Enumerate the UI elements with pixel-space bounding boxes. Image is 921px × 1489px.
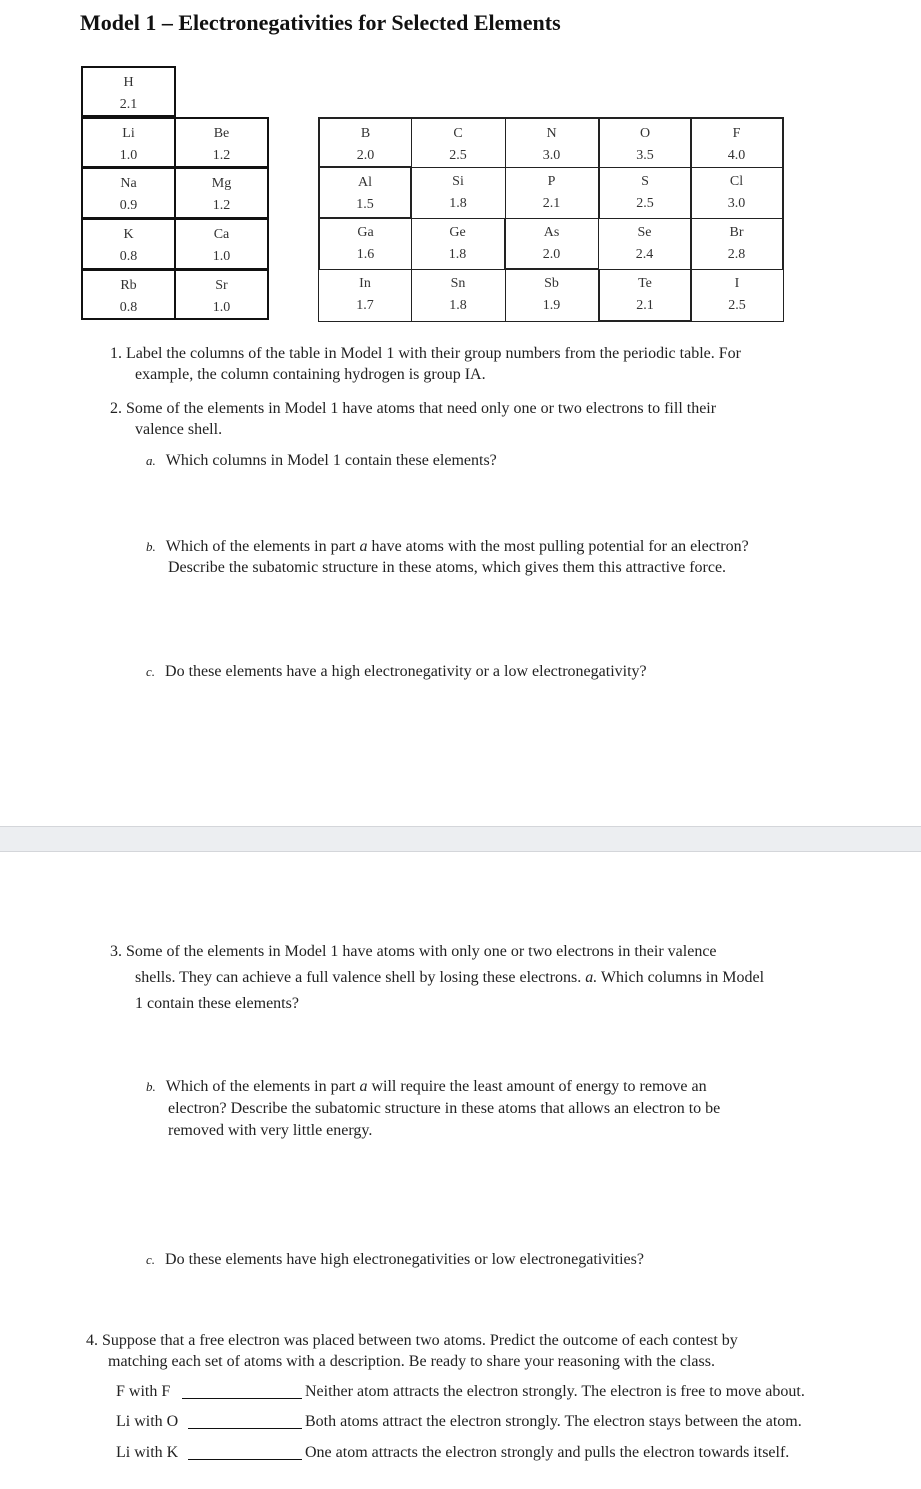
element-cell-al — [318, 167, 412, 219]
element-symbol: Ca — [213, 227, 230, 242]
element-cell-mg — [174, 167, 269, 219]
subquestion-italic: a — [359, 538, 368, 555]
element-symbol: Na — [120, 176, 137, 191]
electronegativity-value: 2.0 — [356, 148, 375, 163]
electronegativity-value: 0.8 — [119, 249, 138, 264]
question-text-line: shells. They can achieve a full valence shell by losing these electrons. — [135, 969, 586, 986]
subquestion-text: Which of the elements in part — [165, 1078, 360, 1095]
element-cell-be — [174, 117, 269, 168]
question-text-line: example, the column containing hydrogen is group IA. — [135, 366, 486, 383]
element-symbol: B — [360, 126, 371, 141]
question-text-line: Suppose that a free electron was placed between two atoms. Predict the outcome of each contest by — [102, 1332, 738, 1349]
element-symbol: P — [547, 174, 556, 189]
electronegativity-value: 2.1 — [119, 97, 138, 112]
electronegativity-value: 1.8 — [449, 298, 467, 313]
element-symbol: K — [123, 227, 134, 242]
electronegativity-value: 1.0 — [212, 249, 231, 264]
answer-blank[interactable] — [182, 1398, 302, 1399]
question-text-line: valence shell. — [135, 421, 223, 438]
element-symbol: Br — [729, 225, 744, 240]
question-3 — [110, 939, 900, 1017]
subquestion-letter: a. — [146, 453, 156, 468]
element-symbol: Te — [638, 276, 652, 291]
match-pair-label: Li with O — [116, 1413, 179, 1430]
element-symbol: S — [641, 174, 649, 189]
electronegativity-value: 2.5 — [636, 196, 654, 211]
answer-blank[interactable] — [188, 1459, 302, 1460]
question-4 — [86, 1330, 906, 1372]
question-number: 4. — [86, 1332, 98, 1349]
electronegativity-value: 2.0 — [542, 247, 561, 262]
electronegativity-value: 1.0 — [212, 300, 231, 315]
question-1 — [110, 343, 890, 385]
subquestion-text: electron? Describe the subatomic structure in these atoms that allows an electron to be — [168, 1100, 721, 1117]
subquestion-text: Describe the subatomic structure in these atoms, which gives them this attractive force. — [168, 559, 727, 576]
element-symbol: Sr — [215, 278, 228, 293]
subquestion-text: removed with very little energy. — [168, 1122, 373, 1139]
element-cell-na — [81, 167, 176, 219]
element-symbol: In — [359, 276, 371, 291]
element-cell-rb — [81, 269, 176, 320]
question-3b — [146, 1076, 866, 1142]
element-symbol: Si — [452, 174, 464, 189]
match-pair-label: Li with K — [116, 1444, 179, 1461]
element-cell-h — [81, 66, 176, 117]
subquestion-text: Do these elements have high electronegativities or low electronegativities? — [165, 1251, 644, 1268]
element-cell-o — [598, 117, 692, 168]
subquestion-italic: a — [359, 1078, 368, 1095]
match-pair-label: F with F — [116, 1383, 171, 1400]
question-2c — [146, 661, 647, 682]
subquestion-text: Do these elements have a high electronegativity or a low electronegativity? — [165, 663, 647, 680]
subquestion-letter: b. — [146, 1079, 156, 1094]
element-symbol: Cl — [729, 174, 744, 189]
subquestion-text: Which of the elements in part — [165, 538, 360, 555]
match-description: One atom attracts the electron strongly and pulls the electron towards itself. — [305, 1444, 790, 1461]
electronegativity-value: 2.5 — [728, 298, 746, 313]
question-text-line: matching each set of atoms with a description. Be ready to share your reasoning with the class. — [108, 1353, 715, 1370]
electronegativity-value: 1.2 — [212, 198, 231, 213]
electronegativity-value: 3.0 — [542, 148, 561, 163]
element-cell-p — [505, 167, 599, 219]
electronegativity-value: 3.0 — [727, 196, 746, 211]
element-cell-ga — [318, 218, 412, 270]
electronegativity-value: 1.5 — [356, 197, 374, 212]
electronegativity-value: 3.5 — [636, 148, 654, 163]
element-cell-sn — [411, 269, 506, 322]
element-symbol: Ge — [449, 225, 466, 240]
question-text-line: Some of the elements in Model 1 have atoms with only one or two electrons in their valence — [126, 943, 717, 960]
electronegativity-value: 2.8 — [727, 247, 746, 262]
element-cell-ca — [174, 218, 269, 270]
page-title: Model 1 – Electronegativities for Selected Elements — [80, 10, 561, 35]
element-cell-ge — [411, 218, 506, 270]
subquestion-text: have atoms with the most pulling potential for an electron? — [367, 538, 749, 555]
electronegativity-value: 0.8 — [119, 300, 138, 315]
element-symbol: I — [734, 276, 740, 291]
element-symbol: Sn — [450, 276, 466, 291]
electronegativity-value: 2.5 — [449, 148, 467, 163]
question-2a — [146, 450, 497, 471]
electronegativity-value: 1.6 — [356, 247, 375, 262]
question-number: 3. — [110, 943, 122, 960]
subquestion-text: will require the least amount of energy to remove an — [367, 1078, 707, 1095]
element-cell-c — [411, 117, 506, 168]
element-cell-i — [691, 269, 784, 322]
question-number: 2. — [110, 400, 122, 417]
element-cell-se — [598, 218, 692, 270]
element-symbol: Be — [213, 126, 230, 141]
question-2b — [146, 536, 886, 578]
match-description: Neither atom attracts the electron strongly. The electron is free to move about. — [305, 1383, 805, 1400]
page-separator — [0, 826, 921, 852]
element-symbol: Al — [358, 175, 372, 190]
electronegativity-value: 0.9 — [119, 198, 138, 213]
match-description: Both atoms attract the electron strongly. The electron stays between the atom. — [305, 1413, 802, 1430]
element-cell-br — [691, 218, 784, 270]
question-text-line: Some of the elements in Model 1 have atoms that need only one or two electrons to fill their — [126, 400, 717, 417]
element-cell-n — [505, 117, 599, 168]
electronegativity-value: 2.1 — [636, 298, 654, 313]
element-symbol: H — [123, 75, 134, 90]
element-symbol: Sb — [544, 276, 559, 291]
element-cell-f — [691, 117, 784, 168]
element-symbol: N — [546, 126, 557, 141]
element-symbol: C — [453, 126, 463, 141]
element-cell-s — [598, 167, 692, 219]
question-number: 1. — [110, 345, 122, 362]
element-cell-si — [411, 167, 506, 219]
electronegativity-value: 4.0 — [727, 148, 746, 163]
element-symbol: Mg — [211, 176, 232, 191]
element-symbol: Rb — [120, 278, 137, 293]
subquestion-letter: c. — [146, 1252, 156, 1267]
element-symbol: Li — [122, 126, 135, 141]
element-symbol: O — [639, 126, 651, 141]
element-cell-in — [318, 269, 412, 322]
element-cell-sr — [174, 269, 269, 320]
electronegativity-value: 2.4 — [635, 247, 654, 262]
element-symbol: As — [543, 225, 560, 240]
subquestion-letter: c. — [146, 664, 156, 679]
electronegativity-value: 2.1 — [542, 196, 561, 211]
question-italic: a. — [585, 969, 598, 986]
subquestion-letter: b. — [146, 539, 156, 554]
question-text-line: Label the columns of the table in Model 1 with their group numbers from the periodic table. For — [126, 345, 741, 362]
element-cell-li — [81, 117, 176, 168]
subquestion-text: Which columns in Model 1 contain these elements? — [165, 452, 497, 469]
electronegativity-value: 1.8 — [449, 196, 467, 211]
element-cell-cl — [691, 167, 784, 219]
electronegativity-value: 1.0 — [119, 148, 138, 163]
question-2 — [110, 398, 890, 440]
electronegativity-value: 1.7 — [356, 298, 374, 313]
element-cell-te — [598, 269, 692, 322]
element-symbol: F — [732, 126, 741, 141]
question-3c — [146, 1249, 644, 1270]
element-cell-k — [81, 218, 176, 270]
electronegativity-value: 1.2 — [212, 148, 231, 163]
element-cell-b — [318, 117, 412, 168]
element-cell-as — [505, 218, 599, 270]
question-text-line: 1 contain these elements? — [135, 995, 299, 1012]
electronegativity-value: 1.9 — [542, 298, 561, 313]
element-symbol: Se — [637, 225, 652, 240]
electronegativity-value: 1.8 — [448, 247, 467, 262]
answer-blank[interactable] — [188, 1428, 302, 1429]
element-cell-sb — [505, 269, 599, 322]
element-symbol: Ga — [357, 225, 374, 240]
question-text-line: Which columns in Model — [597, 969, 765, 986]
